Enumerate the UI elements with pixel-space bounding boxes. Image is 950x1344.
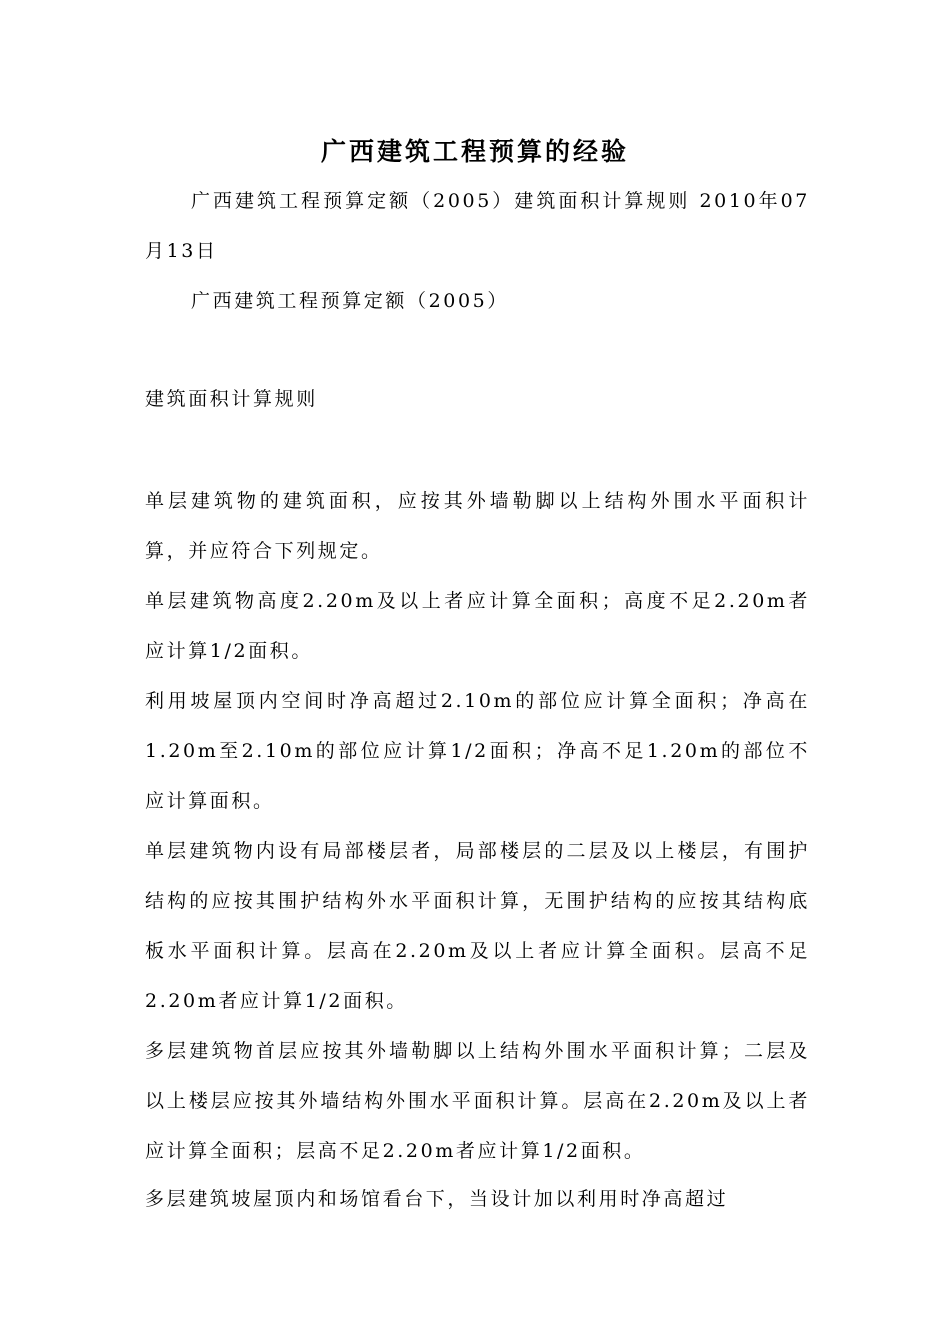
section-heading: 建筑面积计算规则 (145, 388, 318, 410)
paragraph: 多层建筑物首层应按其外墙勒脚以上结构外围水平面积计算；二层及以上楼层应按其外墙结构外围水平面积计算。层高在2.20m及以上者应计算全面积；层高不足2.20m者应计算1/2面积。 (145, 1040, 810, 1162)
subtitle-line: 广西建筑工程预算定额（2005） (191, 290, 509, 312)
paragraph: 单层建筑物内设有局部楼层者，局部楼层的二层及以上楼层，有围护结构的应按其围护结构外水平面积计算，无围护结构的应按其结构底板水平面积计算。层高在2.20m及以上者应计算全面积。层高不足2.20m者应计算1/2面积。 (145, 840, 810, 1012)
paragraph: 多层建筑坡屋顶内和场馆看台下，当设计加以利用时净高超过 (145, 1188, 729, 1210)
paragraph: 单层建筑物的建筑面积，应按其外墙勒脚以上结构外围水平面积计算，并应符合下列规定。 (145, 490, 810, 562)
paragraph: 单层建筑物高度2.20m及以上者应计算全面积；高度不足2.20m者应计算1/2面积。 (145, 590, 810, 662)
intro-line: 广西建筑工程预算定额（2005）建筑面积计算规则 2010年07月13日 (145, 190, 810, 262)
paragraph: 利用坡屋顶内空间时净高超过2.10m的部位应计算全面积；净高在1.20m至2.10m的部位应计算1/2面积；净高不足1.20m的部位不应计算面积。 (145, 690, 810, 812)
document-title: 广西建筑工程预算的经验 (320, 137, 629, 166)
